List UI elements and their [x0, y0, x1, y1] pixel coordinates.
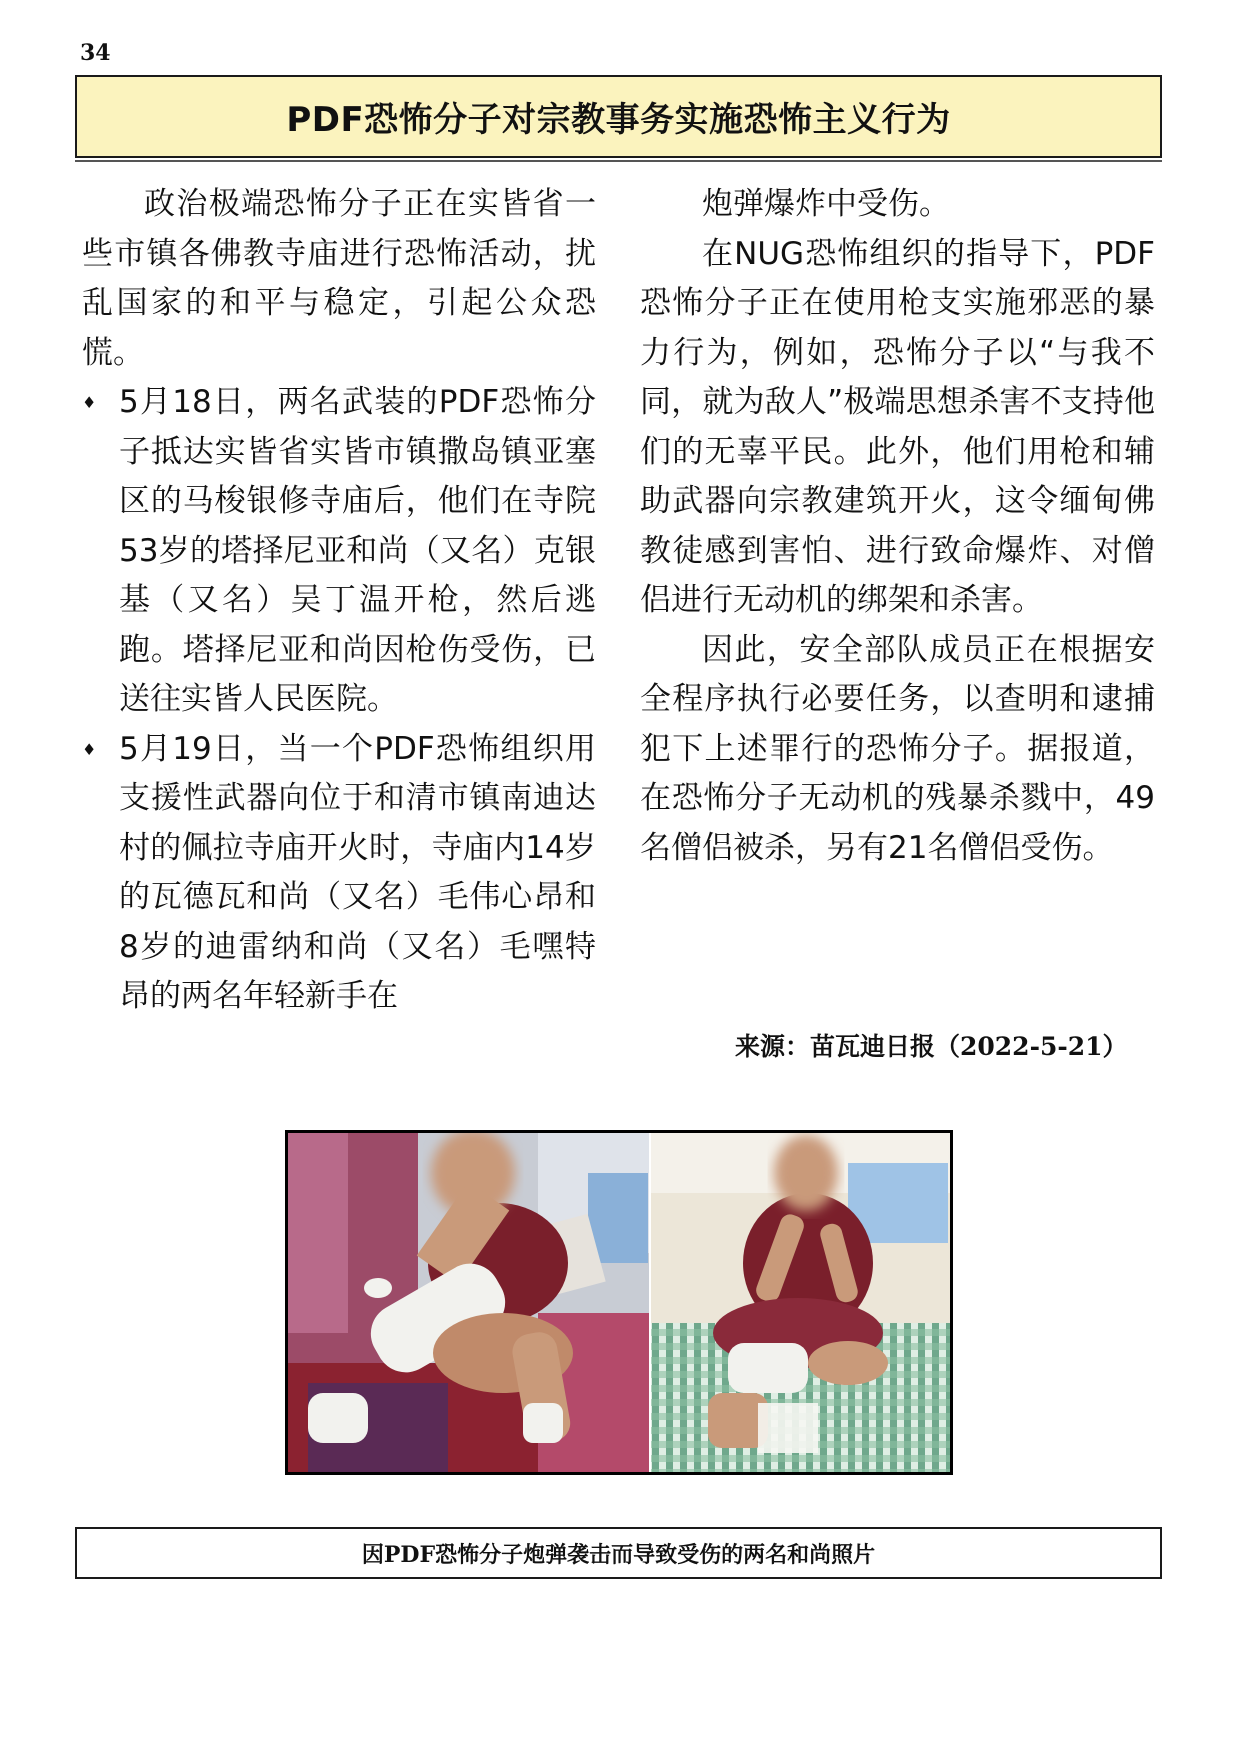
photo-illustration [288, 1133, 950, 1472]
page-number: 34 [80, 40, 111, 66]
body-paragraph: 在NUG恐怖组织的指导下，PDF恐怖分子正在使用枪支实施邪恶的暴力行为，例如，恐怖分子以“与我不同，就为敌人”极端思想杀害不支持他们的无辜平民。此外，他们用枪和辅助武器向宗教建筑开火，这令缅甸佛教徒感到害怕、进行致命爆炸、对僧侣进行无动机的绑架和杀害。 [640, 235, 1155, 618]
photo-caption: 因PDF恐怖分子炮弹袭击而导致受伤的两名和尚照片 [361, 1541, 876, 1568]
page-title: PDF恐怖分子对宗教事务实施恐怖主义行为 [286, 100, 951, 140]
continuation-text: 炮弹爆炸中受伤。 [702, 186, 950, 222]
body-paragraph: 因此，安全部队成员正在根据安全程序执行必要任务，以查明和逮捕犯下上述罪行的恐怖分子。据报道，在恐怖分子无动机的残暴杀戮中，49名僧侣被杀，另有21名僧侣受伤。 [640, 631, 1155, 866]
bullet-item [82, 725, 596, 1022]
bullet-item [82, 378, 596, 725]
right-column [640, 180, 1155, 873]
source-citation: 来源：苗瓦迪日报（2022-5-21） [735, 1032, 1128, 1061]
bullet-text: 5月18日，两名武装的PDF恐怖分子抵达实皆省实皆市镇撒岛镇亚塞区的马梭银修寺庙后，他们在寺院53岁的塔择尼亚和尚（又名）克银基（又名）吴丁温开枪，然后逃跑。塔择尼亚和尚因枪伤受伤，已送往实皆人民医院。 [119, 384, 596, 717]
left-photo-panel [288, 1133, 650, 1472]
injured-monks-photo [285, 1130, 953, 1475]
diamond-bullet-icon: ♦ [82, 393, 97, 412]
left-column [82, 180, 596, 1022]
right-photo-panel [650, 1133, 950, 1472]
intro-paragraph: 政治极端恐怖分子正在实皆省一些市镇各佛教寺庙进行恐怖活动，扰乱国家的和平与稳定，引起公众恐慌。 [82, 186, 596, 371]
title-divider [75, 160, 1162, 162]
diamond-bullet-icon: ♦ [82, 739, 97, 759]
title-banner [75, 75, 1162, 158]
bullet-text: 5月19日，当一个PDF恐怖组织用支援性武器向位于和清市镇南迪达村的佩拉寺庙开火时，寺庙内14岁的瓦德瓦和尚（又名）毛伟心昂和8岁的迪雷纳和尚（又名）毛嘿特昂的两名年轻新手在 [119, 730, 596, 1014]
caption-box [75, 1527, 1162, 1579]
